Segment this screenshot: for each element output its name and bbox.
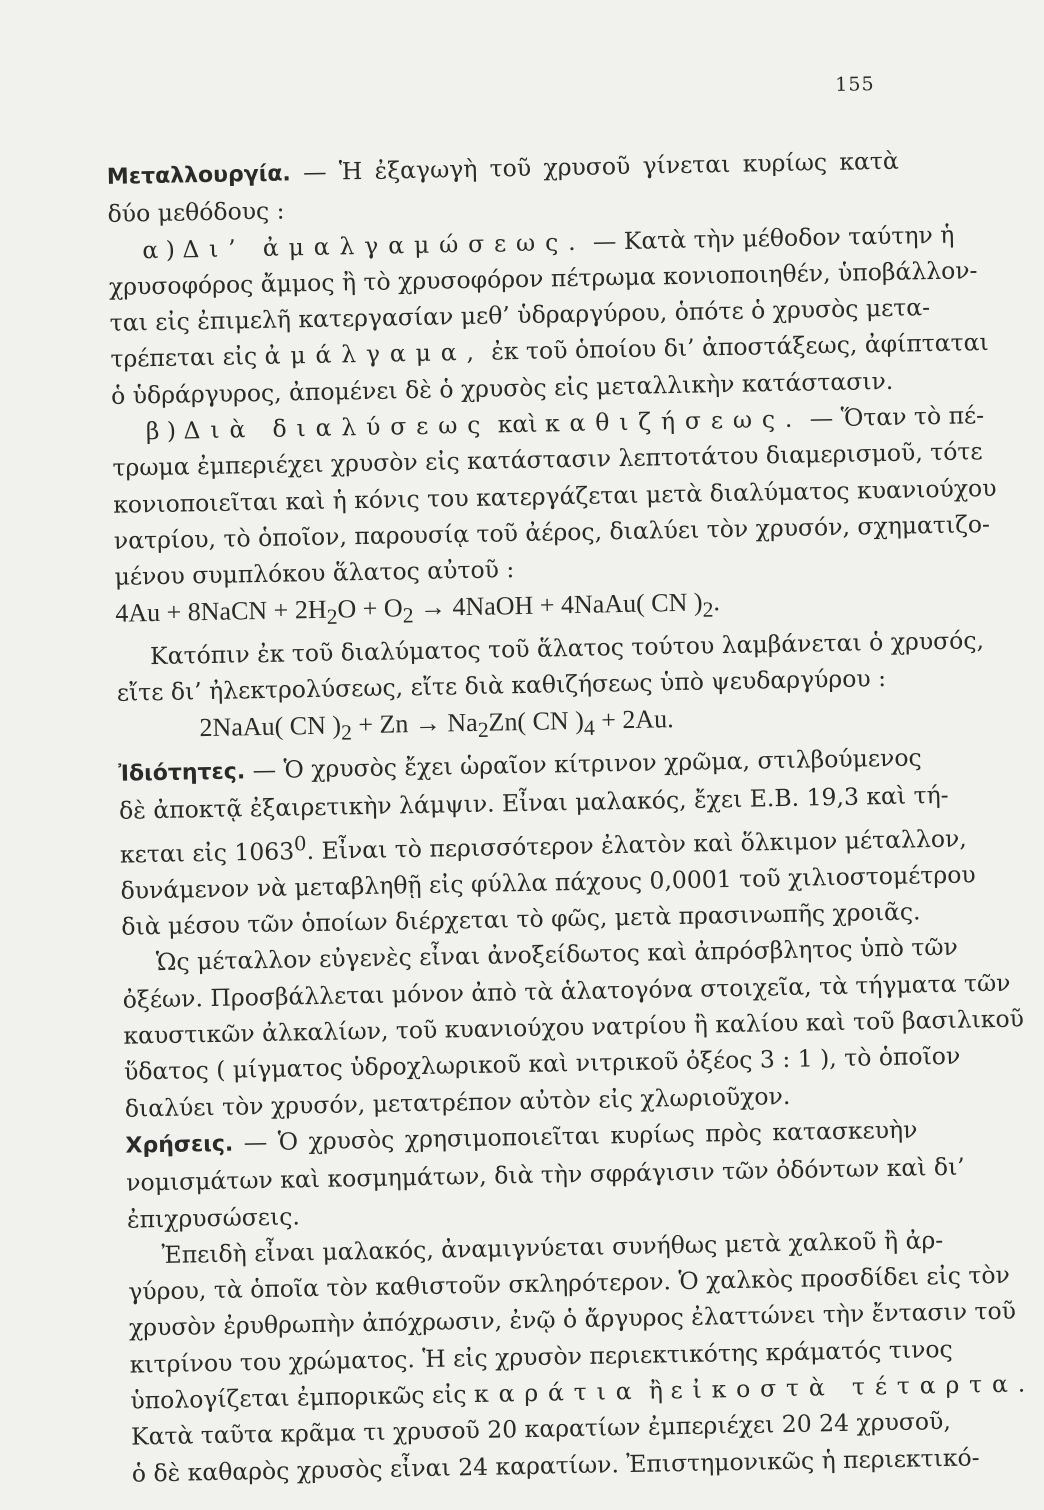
text-run: γύρου, τὰ ὁποῖα τὸν καθιστοῦν σκληρότερον. Ὁ χαλκὸς προσδίδει εἰς τὸν	[128, 1260, 1011, 1306]
text-run: τρωμα ἐμπεριέχει χρυσὸν εἰς κατάστασιν λεπτοτάτου διαμερισμοῦ, τότε	[112, 437, 983, 483]
text-run: κιτρίνου του χρώματος. Ἡ εἰς χρυσὸν περιεκτικότης κράματός τινος	[129, 1334, 953, 1379]
section-heading: Χρήσεις.	[125, 1131, 234, 1159]
text-run: 2NaAu( CN )	[199, 710, 342, 742]
text-run: α )	[142, 235, 183, 264]
text-run: ὑπολογίζεται ἐμπορικῶς εἰς	[130, 1380, 475, 1415]
text-run: — Κατὰ τὴν μέθοδον ταύτην ἡ	[585, 220, 955, 256]
text-run: καυστικῶν ἀλκαλίων, τοῦ κυανιούχου νατρίου ἢ καλίου καὶ τοῦ βασιλικοῦ	[123, 1004, 1025, 1050]
text-run: εἴτε δι’ ἠλεκτρολύσεως, εἴτε διὰ καθιζήσεως ὑπὸ ψευδαργύρου :	[116, 664, 887, 708]
text-run: — Ὅταν τὸ πέ-	[801, 401, 985, 433]
text-run: — Ἡ ἐξαγωγὴ τοῦ χρυσοῦ γίνεται κυρίως κατὰ	[290, 146, 900, 187]
text-run: β )	[145, 416, 184, 446]
text-run: διαλύει τὸν χρυσόν, μετατρέπον αὐτὸν εἰς χλωριοῦχον.	[124, 1081, 791, 1123]
text-run: τρέπεται εἰς	[110, 342, 265, 374]
text-run: ἐπιχρυσώσεις.	[126, 1201, 301, 1234]
subscript: 2	[340, 720, 353, 745]
text-run: Κατόπιν ἐκ τοῦ διαλύματος τοῦ ἅλατος τούτου λαμβάνεται ὁ χρυσός,	[149, 626, 985, 671]
text-run: Ὡς μέταλλον εὐγενὲς εἶναι ἀνοξείδωτος καὶ ἀπρόσβλητος ὑπὸ τῶν	[155, 933, 959, 977]
text-run: → 4NaOH + 4NaAu( CN )	[413, 587, 703, 622]
text-run: — Ὁ χρυσὸς χρησιμοποιεῖται κυρίως πρὸς κατασκευὴν	[232, 1115, 918, 1157]
text-run: + Zn → Na	[351, 707, 478, 739]
page-number: 155	[835, 73, 875, 96]
text-run: ἢ	[641, 1376, 671, 1405]
text-run: δύο μεθόδους :	[107, 196, 285, 229]
text-run: Zn( CN )	[488, 705, 585, 737]
text-run: δὲ ἀποκτᾷ ἐξαιρετικὴν λάμψιν. Εἶναι μαλακός, ἔχει Ε.Β. 19,3 καὶ τή-	[118, 781, 949, 826]
subscript: 2	[477, 717, 489, 742]
spaced-term: καθιζήσεως.	[544, 404, 803, 438]
text-run: δυνάμενον νὰ μεταβληθῇ εἰς φύλλα πάχους 0,0001 τοῦ χιλιοστομέτρου	[120, 860, 976, 905]
body-text	[106, 143, 1036, 1492]
text-run: ὁ ὑδράργυρος, ἀπομένει δὲ ὁ χρυσὸς εἰς μεταλλικὴν κατάστασιν.	[110, 366, 894, 410]
section-heading: Μεταλλουργία.	[106, 161, 292, 190]
text-run: Ἐπειδὴ εἶναι μαλακός, ἀναμιγνύεται συνήθως μετὰ χαλκοῦ ἢ ἀρ-	[161, 1225, 944, 1269]
text-run: ἐκ τοῦ ὁποίου δι’ ἀποστάξεως, ἀφίπταται	[483, 328, 989, 367]
spaced-term: Δι’ ἀμαλγαμώσεως.	[182, 227, 586, 264]
text-run: κεται εἰς 1063	[119, 836, 295, 869]
text-run: . Εἶναι τὸ περισσότερον ἐλατὸν καὶ ὅλκιμον μέταλλον,	[306, 824, 967, 865]
text-run: Κατὰ ταῦτα κρᾶμα τι χρυσοῦ 20 καρατίων ἐμπεριέχει 20 24 χρυσοῦ,	[130, 1407, 952, 1451]
text-run: κονιοποιεῖται καὶ ἡ κόνις του κατεργάζεται μετὰ διαλύματος κυανιούχου	[112, 473, 997, 519]
spaced-term: εἰκοστὰ τέταρτα.	[670, 1369, 1036, 1405]
text-run: + 2Au.	[594, 703, 674, 735]
spaced-term: Διὰ διαλύσεως	[183, 410, 491, 445]
spaced-term: καράτια	[473, 1376, 642, 1409]
text-run: .	[712, 586, 721, 616]
subscript: 2	[702, 597, 714, 622]
superscript: 0	[293, 831, 307, 856]
text-run: νομισμάτων καὶ κοσμημάτων, διὰ τὴν σφράγισιν τῶν ὀδόντων καὶ δι’	[125, 1152, 966, 1197]
text-run: διὰ μέσου τῶν ὁποίων διέρχεται τὸ φῶς, μετὰ πρασινωπῆς χροιᾶς.	[121, 897, 921, 941]
text-run: ται εἰς ἐπιμελῆ κατεργασίαν μεθ’ ὑδραργύρου, ὁπότε ὁ χρυσὸς μετα-	[109, 293, 931, 338]
subscript: 2	[326, 604, 338, 629]
text-run: νατρίου, τὸ ὁποῖον, παρουσίᾳ τοῦ ἀέρος, διαλύει τὸν χρυσόν, σχηματιζο-	[113, 509, 991, 555]
text-run: 4Au + 8NaCN + 2H	[115, 594, 327, 628]
text-run: μένου συμπλόκου ἅλατος αὐτοῦ :	[114, 555, 515, 592]
text-run: χρυσὸν ἐρυθρωπὴν ἀπόχρωσιν, ἐνῷ ὁ ἄργυρος ἐλαττώνει τὴν ἔντασιν τοῦ	[128, 1297, 1017, 1343]
text-run: ὕδατος ( μίγματος ὑδροχλωρικοῦ καὶ νιτρικοῦ ὀξέος 3 : 1 ), τὸ ὁποῖον	[123, 1041, 961, 1087]
text-run: O + O	[337, 592, 403, 624]
subscript: 2	[402, 602, 414, 628]
subscript: 4	[583, 715, 596, 740]
text-run: χρυσοφόρος ἄμμος ἢ τὸ χρυσοφόρον πέτρωμα κονιοποιηθέν, ὑποβάλλον-	[108, 256, 978, 301]
spaced-term: ἀμάλγαμα,	[264, 338, 485, 371]
text-run: καὶ	[489, 409, 546, 439]
text-run: ὀξέων. Προσβάλλεται μόνον ἀπὸ τὰ ἁλατογόνα στοιχεῖα, τὰ τήγματα τῶν	[122, 968, 1011, 1014]
section-heading: Ἰδιότητες.	[118, 759, 246, 787]
text-run: — Ὁ χρυσὸς ἔχει ὡραῖον κίτρινον χρῶμα, στιλβούμενος	[244, 743, 922, 785]
text-run: ὁ δὲ καθαρὸς χρυσὸς εἶναι 24 καρατίων. Ἐπιστημονικῶς ἡ περιεκτικό-	[131, 1442, 980, 1488]
